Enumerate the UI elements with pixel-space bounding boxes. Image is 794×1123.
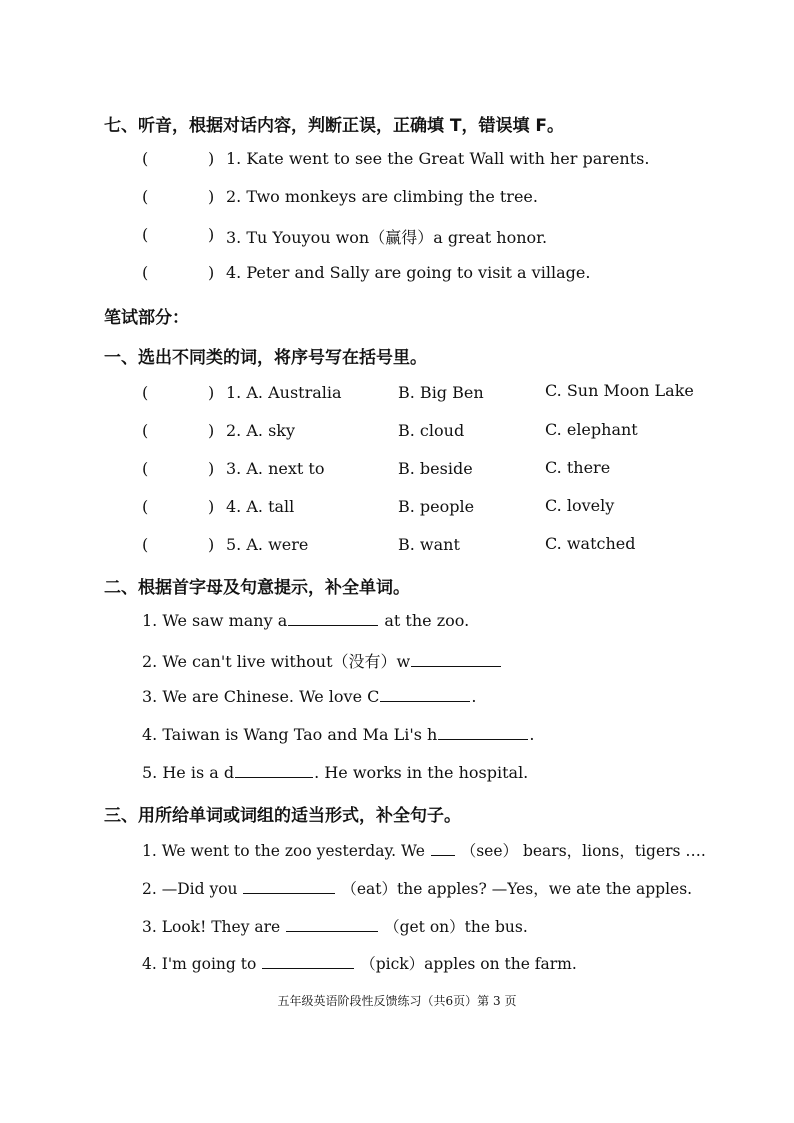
answer-paren-open[interactable]: ( xyxy=(142,225,149,244)
answer-paren-close: ) xyxy=(208,187,215,206)
option-b: B. cloud xyxy=(398,421,465,440)
option-b: B. people xyxy=(398,497,475,516)
option-a: 1. A. Australia xyxy=(226,383,342,402)
section3-item xyxy=(142,915,528,937)
sentence-start: 2. —Did you xyxy=(142,880,243,898)
section7-heading: 七、听音，根据对话内容，判断正误，正确填 T，错误填 F。 xyxy=(104,116,565,136)
sentence-start: 1. We saw many a xyxy=(142,611,288,630)
answer-paren-open[interactable]: ( xyxy=(142,263,149,282)
answer-paren-open[interactable]: ( xyxy=(142,383,149,402)
question-text: 3. Tu Youyou won（赢得）a great honor. xyxy=(226,228,548,247)
option-c: C. elephant xyxy=(545,420,638,439)
option-a: 2. A. sky xyxy=(226,421,296,440)
option-a: 5. A. were xyxy=(226,535,309,554)
answer-paren-close: ) xyxy=(208,263,215,282)
sentence-end: （pick）apples on the farm. xyxy=(355,955,577,973)
option-b: B. beside xyxy=(398,459,473,478)
option-a: 4. A. tall xyxy=(226,497,295,516)
sentence-start: 3. We are Chinese. We love C xyxy=(142,687,380,706)
page-footer: 五年级英语阶段性反馈练习（共6页）第 3 页 xyxy=(277,994,517,1008)
section3-item xyxy=(142,877,692,899)
answer-paren-open[interactable]: ( xyxy=(142,149,149,168)
section3-item xyxy=(142,839,706,861)
answer-paren-open[interactable]: ( xyxy=(142,187,149,206)
answer-blank[interactable] xyxy=(288,611,378,626)
sentence-start: 2. We can't live without（没有）w xyxy=(142,652,411,671)
section2-item xyxy=(142,649,502,672)
option-b: B. want xyxy=(398,535,460,554)
option-b: B. Big Ben xyxy=(398,383,484,402)
section2-item xyxy=(142,725,534,744)
answer-paren-open[interactable]: ( xyxy=(142,421,149,440)
section2-item xyxy=(142,687,476,706)
sentence-start: 5. He is a d xyxy=(142,763,235,782)
sentence-end: . He works in the hospital. xyxy=(314,763,529,782)
answer-paren-close: ) xyxy=(208,497,215,516)
section2-item xyxy=(142,763,528,782)
written-part-heading: 笔试部分： xyxy=(104,308,189,328)
answer-paren-close: ) xyxy=(208,383,215,402)
question-text: 4. Peter and Sally are going to visit a village. xyxy=(226,263,591,282)
option-c: C. watched xyxy=(545,534,636,553)
answer-paren-open[interactable]: ( xyxy=(142,497,149,516)
answer-paren-close: ) xyxy=(208,535,215,554)
sentence-start: 4. I'm going to xyxy=(142,955,262,973)
sentence-end: （eat）the apples? —Yes，we ate the apples. xyxy=(336,880,693,898)
answer-paren-open[interactable]: ( xyxy=(142,459,149,478)
sentence-end: . xyxy=(529,725,535,744)
answer-blank[interactable] xyxy=(438,725,528,740)
answer-blank[interactable] xyxy=(431,841,455,856)
sentence-start: 3. Look! They are xyxy=(142,918,286,936)
answer-paren-close: ) xyxy=(208,459,215,478)
sentence-end: at the zoo. xyxy=(379,611,470,630)
answer-paren-close: ) xyxy=(208,421,215,440)
section3-heading: 三、用所给单词或词组的适当形式，补全句子。 xyxy=(104,806,461,826)
sentence-end: （get on）the bus. xyxy=(379,918,528,936)
option-c: C. lovely xyxy=(545,496,615,515)
answer-blank[interactable] xyxy=(380,687,470,702)
answer-blank[interactable] xyxy=(243,879,335,894)
sentence-start: 1. We went to the zoo yesterday. We xyxy=(142,842,430,860)
section2-item xyxy=(142,611,469,630)
answer-blank[interactable] xyxy=(411,652,501,667)
section2-heading: 二、根据首字母及句意提示，补全单词。 xyxy=(104,578,410,598)
option-a: 3. A. next to xyxy=(226,459,325,478)
answer-paren-close: ) xyxy=(208,225,215,244)
answer-blank[interactable] xyxy=(235,763,313,778)
sentence-end: . xyxy=(471,687,477,706)
option-c: C. there xyxy=(545,458,611,477)
answer-blank[interactable] xyxy=(262,954,354,969)
answer-paren-close: ) xyxy=(208,149,215,168)
answer-paren-open[interactable]: ( xyxy=(142,535,149,554)
answer-blank[interactable] xyxy=(286,917,378,932)
section1-heading: 一、选出不同类的词，将序号写在括号里。 xyxy=(104,348,427,368)
option-c: C. Sun Moon Lake xyxy=(545,381,694,400)
sentence-start: 4. Taiwan is Wang Tao and Ma Li's h xyxy=(142,725,438,744)
sentence-end: （see） bears，lions，tigers …. xyxy=(455,842,706,860)
section3-item xyxy=(142,952,577,974)
question-text: 1. Kate went to see the Great Wall with her parents. xyxy=(226,149,650,168)
question-text: 2. Two monkeys are climbing the tree. xyxy=(226,187,538,206)
